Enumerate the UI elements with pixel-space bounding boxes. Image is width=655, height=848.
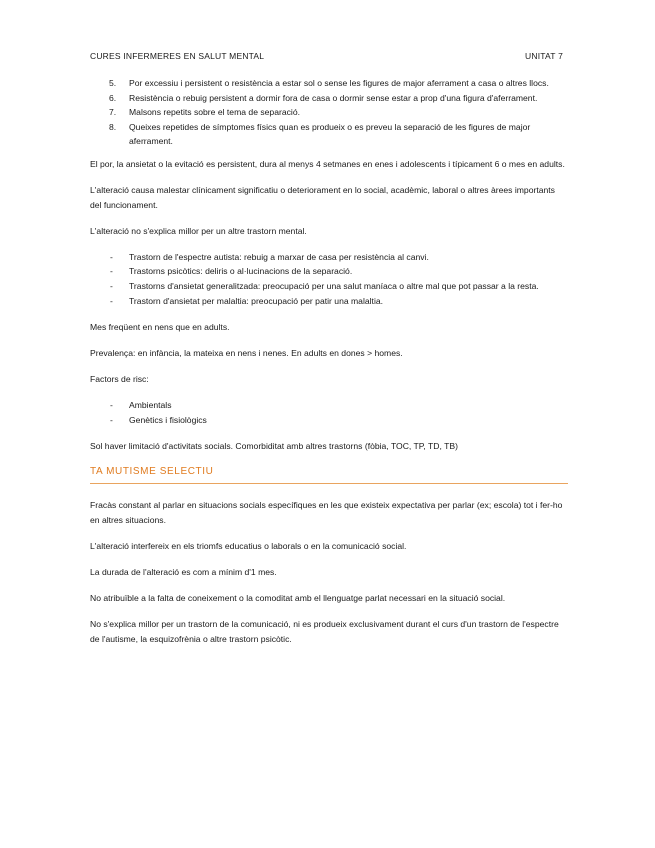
paragraph-frequent: Mes freqüent en nens que en adults.: [90, 321, 230, 332]
paragraph-distress: L'alteració causa malestar clínicament significatiu o deteriorament en lo social, acadèmic, laboral o altres àrees importants del funcionament.: [90, 185, 555, 210]
list-number: 8.: [109, 121, 117, 132]
list-text: Malsons repetits sobre el tema de separació.: [129, 107, 301, 118]
paragraph-risk: Factors de risc:: [90, 373, 149, 384]
list-text: Queixes repetides de símptomes físics quan es produeix o es preveu la separació de les figures de major aferrament.: [129, 121, 531, 147]
list-item: [90, 91, 568, 106]
list-text: Genètics i fisiològics: [129, 414, 207, 425]
list-number: 6.: [109, 92, 117, 103]
paragraph-mutism-2: L'alteració interfereix en els triomfs educatius o laborals o en la comunicació social.: [90, 541, 407, 552]
section-title: TA MUTISME SELECTIU: [90, 465, 568, 485]
header-title: CURES INFERMERES EN SALUT MENTAL: [90, 51, 265, 61]
differential-list: [90, 250, 568, 308]
list-text: Trastorn de l'espectre autista: rebuig a marxar de casa per resistència al canvi.: [129, 251, 429, 262]
paragraph-mutism-3: La durada de l'alteració es com a mínim d'1 mes.: [90, 567, 277, 578]
paragraph-mutism-1: Fracàs constant al parlar en situacions socials específiques en les que existeix expectativa per parlar (ex; escola) tot i fer-ho en altres situacions.: [90, 500, 563, 525]
list-text: Trastorns d'ansietat generalitzada: preocupació per una salut maníaca o altre mal que pot passar a la resta.: [129, 281, 539, 292]
list-item: - Genètics i fisiològics: [90, 413, 568, 428]
paragraph-duration: El por, la ansietat o la evitació es persistent, dura al menys 4 setmanes en enes i adolescents i típicament 6 o mes en adults.: [90, 158, 565, 169]
numbered-list: [90, 76, 568, 149]
paragraph-explained: L'alteració no s'explica millor per un altre trastorn mental.: [90, 225, 307, 236]
list-item: - Trastorns d'ansietat generalitzada: preocupació per una salut maníaca o altre mal que pot passar a la resta.: [90, 279, 568, 294]
list-text: Por excessiu i persistent o resistència a estar sol o sense les figures de major aferrament a casa o altres llocs.: [129, 78, 549, 88]
list-number: 5.: [109, 78, 117, 88]
list-number: 7.: [109, 107, 117, 118]
list-text: Trastorn d'ansietat per malaltia: preocupació per patir una malaltia.: [129, 295, 384, 306]
list-item: [90, 120, 568, 149]
list-item: [90, 105, 568, 120]
list-text: Trastorns psicòtics: deliris o al·lucinacions de la separació.: [129, 266, 353, 277]
paragraph-mutism-4: No atribuïble a la falta de coneixement o la comoditat amb el llenguatge parlat necessari en la situació social.: [90, 593, 506, 604]
list-item: - Trastorns psicòtics: deliris o al·lucinacions de la separació.: [90, 264, 568, 279]
list-item: - Trastorn d'ansietat per malaltia: preocupació per patir una malaltia.: [90, 294, 568, 309]
paragraph-prevalence: Prevalença: en infància, la mateixa en nens i nenes. En adults en dones > homes.: [90, 347, 403, 358]
list-text: Ambientals: [129, 400, 172, 410]
header-unit: UNITAT 7: [525, 51, 563, 61]
list-item: - Ambientals: [90, 398, 568, 413]
page-header: [90, 51, 563, 61]
risk-factors-list: [90, 398, 568, 427]
list-item: - Trastorn de l'espectre autista: rebuig a marxar de casa per resistència al canvi.: [90, 250, 568, 265]
paragraph-social: Sol haver limitació d'activitats socials. Comorbiditat amb altres trastorns (fòbia, TOC, TP, TD, TB): [90, 440, 458, 451]
paragraph-mutism-5: No s'explica millor per un trastorn de la comunicació, ni es produeix exclusivament durant el curs d'un trastorn de l'espectre de l'autisme, la esquizofrènia o altre trastorn psicòtic.: [90, 619, 559, 644]
list-item: [90, 76, 568, 91]
document-body: [90, 76, 568, 658]
list-text: Resistència o rebuig persistent a dormir fora de casa o dormir sense estar a prop d'una figura d'aferrament.: [129, 92, 538, 103]
